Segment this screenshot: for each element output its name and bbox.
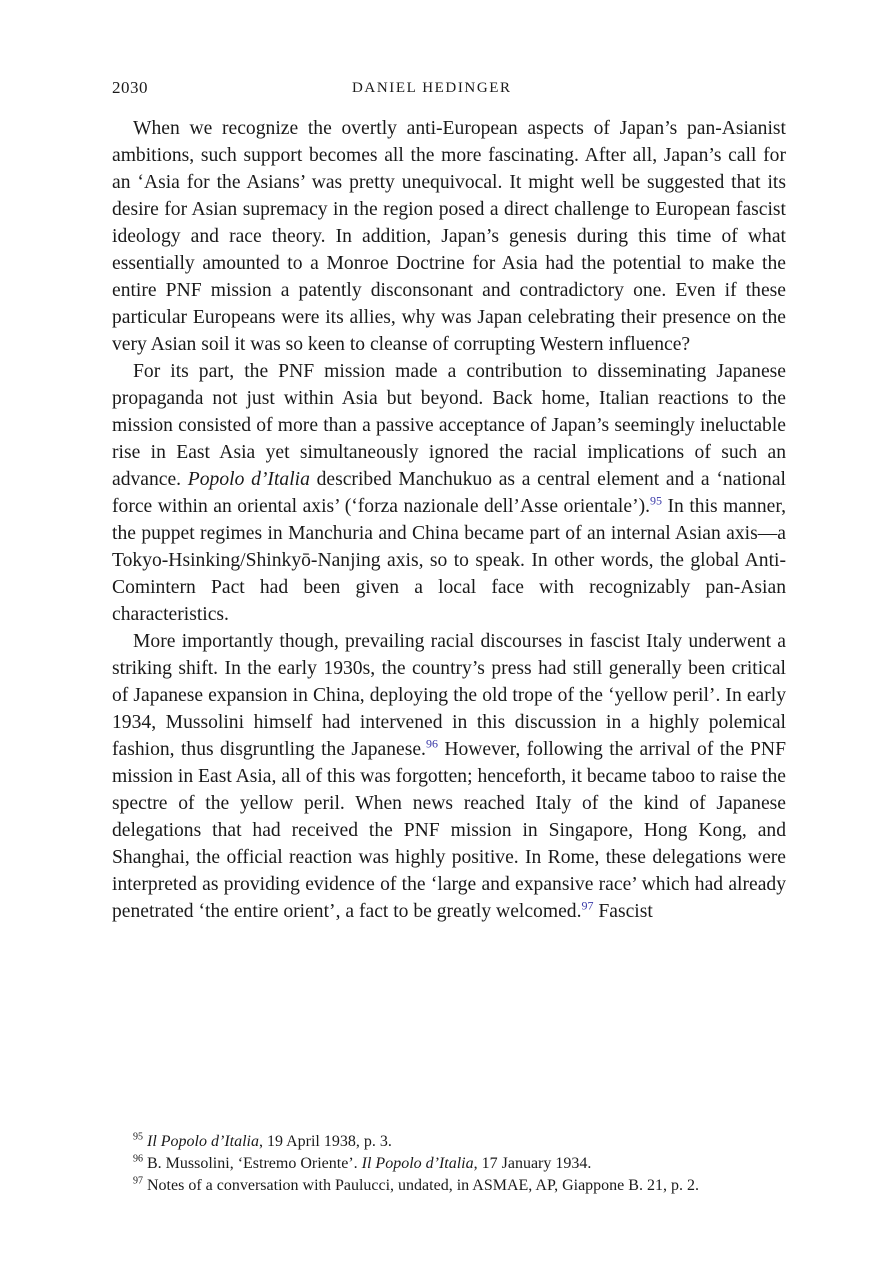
paragraph-2 [112,358,786,628]
footnote-97 [112,1175,786,1197]
paragraph-3-text-a: More importantly though, prevailing racial discourses in fascist Italy underwent a striking shift. In the early 1930s, the country’s press had still generally been critical of Japanese expansion in China, deploying the old trope of the ‘yellow peril’. In early 1934, Mussolini himself had intervened in this discussion in a highly polemical fashion, thus disgruntling the Japanese. [112,631,786,760]
paragraph-3-text-b: However, following the arrival of the PNF mission in East Asia, all of this was forgotten; henceforth, it became taboo to raise the spectre of the yellow peril. When news reached Italy of the kind of Japanese delegations that had received the PNF mission in Singapore, Hong Kong, and Shanghai, the official reaction was highly positive. In Rome, these delegations were interpreted as providing evidence of the ‘large and expansive race’ which had already penetrated ‘the entire orient’, a fact to be greatly welcomed. [112,739,786,922]
running-head [112,76,786,100]
footnote-number: 97 [133,1175,143,1187]
footnote-number: 95 [133,1131,143,1143]
footnote-96 [112,1153,786,1175]
footnote-ref-96[interactable]: 96 [425,736,438,751]
footnote-text: Notes of a conversation with Paulucci, undated, in ASMAE, AP, Giappone B. 21, p. 2. [147,1177,699,1194]
paragraph-2-text-c: In this manner, the puppet regimes in Manchuria and China became part of an internal Asian axis—a Tokyo-Hsinking/Shinkyō-Nanjing axis, so to speak. In other words, the global Anti-Comintern Pact had been given a local face with recognizably pan-Asian characteristics. [112,496,786,625]
footnote-ref-97[interactable]: 97 [581,898,594,913]
footnote-95 [112,1131,786,1153]
paragraph-1 [112,115,786,358]
paragraph-2-text-b: described Manchukuo as a central element and a ‘national force within an oriental axis’ (‘forza nazionale dell’Asse orientale’). [112,469,786,517]
paragraph-3 [112,628,786,925]
footnote-italic-title: Il Popolo d’Italia [147,1133,259,1150]
newspaper-title: Popolo d’Italia [187,469,310,490]
footnote-number: 96 [133,1153,143,1165]
body-text [112,115,786,925]
footnote-ref-95[interactable]: 95 [650,493,663,508]
page-number: 2030 [112,78,148,97]
author-name: DANIEL HEDINGER [352,80,512,96]
footnote-text: B. Mussolini, ‘Estremo Oriente’. [147,1155,362,1172]
footnote-italic-title: Il Popolo d’Italia [361,1155,474,1172]
footnote-text-after: , 19 April 1938, p. 3. [258,1133,392,1150]
paragraph-3-text-c: Fascist [593,901,653,922]
footnotes [112,1131,786,1197]
paragraph-2-text-a: For its part, the PNF mission made a contribution to disseminating Japanese propaganda not just within Asia but beyond. Back home, Italian reactions to the mission consisted of more than a passive acceptance of Japan’s seemingly ineluctable rise in East Asia yet simultaneously ignored the racial implications of such an advance. [112,361,786,490]
footnote-text-after: , 17 January 1934. [473,1155,592,1172]
paragraph-1-text: When we recognize the overtly anti-European aspects of Japan’s pan-Asianist ambitions, such support becomes all the more fascinating. After all, Japan’s call for an ‘Asia for the Asians’ was pretty unequivocal. It might well be suggested that its desire for Asian supremacy in the region posed a direct challenge to European fascist ideology and race theory. In addition, Japan’s genesis during this time of what essentially amounted to a Monroe Doctrine for Asia had the potential to make the entire PNF mission a patently disconsonant and contradictory one. Even if these particular Europeans were its allies, why was Japan celebrating their presence on the very Asian soil it was so keen to cleanse of corrupting Western influence? [112,118,786,355]
